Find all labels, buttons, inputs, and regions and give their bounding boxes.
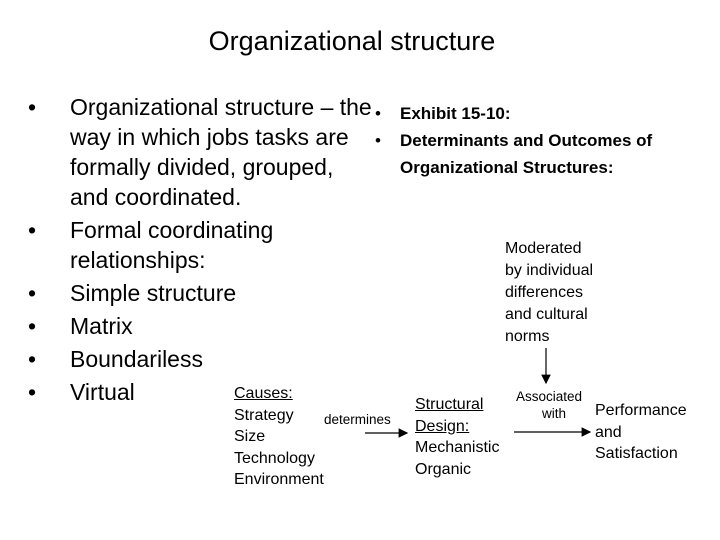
moderator-note: Moderated by individual differences and cultural norms	[505, 240, 594, 345]
bullet-text: Virtual	[70, 379, 135, 405]
bullet-text: Matrix	[70, 313, 133, 339]
bullet-dot: •	[28, 280, 37, 306]
bullet-dot: •	[28, 94, 37, 120]
bullet-dot: •	[28, 379, 37, 405]
bullet-dot: •	[28, 217, 37, 243]
bullet-dot: •	[375, 131, 381, 150]
bullet-text: Formal coordinating relationships:	[70, 217, 274, 273]
cause-item: Technology	[234, 449, 315, 467]
outcome-line: Satisfaction	[595, 445, 678, 462]
cause-item: Environment	[234, 471, 324, 488]
bullet-text: Simple structure	[70, 280, 237, 306]
exhibit-number: • Exhibit 15-10:	[375, 100, 710, 127]
bullet-dot: •	[28, 346, 37, 372]
cause-item: Strategy	[234, 406, 294, 424]
bullet-dot: •	[28, 313, 37, 339]
bullet-text: Boundariless	[70, 346, 203, 372]
exhibit-caption: • Determinants and Outcomes of Organizational Structures:	[375, 127, 710, 181]
design-item: Organic	[415, 460, 472, 478]
design-title-line: Design:	[415, 417, 470, 435]
causes-title: Causes:	[234, 385, 293, 402]
design-item: Mechanistic	[415, 439, 500, 456]
cause-item: Size	[234, 428, 266, 445]
bullet-text: Organizational structure – the way in which jobs tasks are formally divided, grouped, and coordinated.	[70, 94, 372, 210]
outcome-line: Performance	[595, 402, 687, 419]
bullet-dot: •	[375, 104, 381, 123]
determines-label: determines	[324, 412, 391, 427]
slide-title: Organizational structure	[208, 26, 496, 56]
outcome-line: and	[595, 423, 622, 441]
design-title-line: Structural	[415, 396, 484, 413]
associated-label: Associated with	[515, 389, 583, 421]
